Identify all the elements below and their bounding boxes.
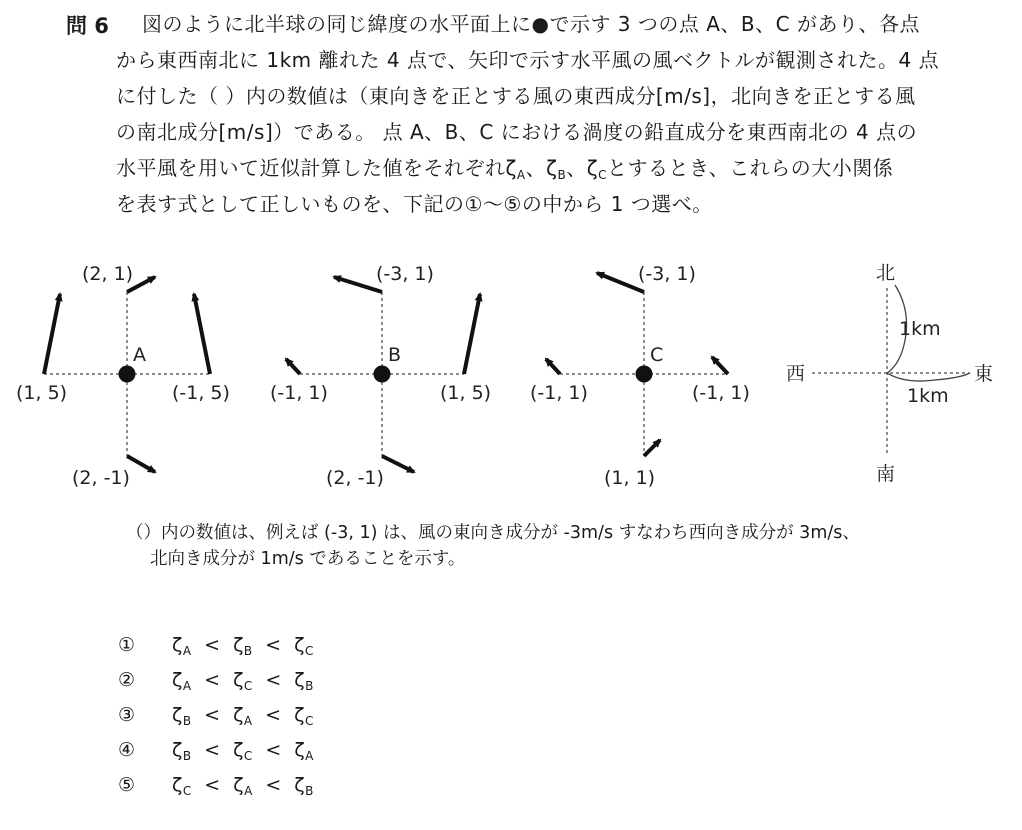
wind-arrow-c-north [597,273,644,292]
point-a-east-value: (-1, 5) [172,382,230,404]
zeta-symbol: ζ [233,739,244,761]
option-relation [172,774,314,796]
point-c-west-value: (-1, 1) [530,382,588,404]
compass-ew-distance: 1km [907,385,949,407]
zeta-subscript: C [304,644,314,658]
option-relation [172,669,314,691]
point-b-east-value: (1, 5) [440,382,492,404]
wind-arrow-c-east [712,357,728,374]
zeta-separator-1: 、 [525,156,547,180]
zeta-symbol: ζ [172,774,183,796]
zeta-subscript: C [243,679,253,693]
point-c-group [530,263,750,489]
point-c-south-value: (1, 1) [604,467,656,489]
wind-arrow-b-east [464,294,480,374]
zeta-a-subscript: A [516,168,526,182]
zeta-c-subscript: C [598,168,608,182]
zeta-symbol: ζ [233,704,244,726]
compass-east-label: 東 [974,363,994,385]
option-relation [172,739,314,761]
compass-west-label: 西 [786,363,806,385]
less-than-operator: < [258,669,289,691]
zeta-a: ζ [505,156,517,180]
zeta-symbol: ζ [172,634,183,656]
option-number: ② [118,669,136,691]
zeta-subscript: B [243,644,253,658]
less-than-operator: < [197,739,228,761]
zeta-subscript: A [243,714,253,728]
zeta-symbol: ζ [294,774,306,796]
option-relation [172,634,314,656]
question-line-6: を表す式として正しいものを、下記の①〜⑤の中から 1 つ選べ。 [116,192,713,216]
question-line-5-tail: とするとき、これらの大小関係 [607,156,894,180]
option-number: ④ [118,739,136,761]
point-a-group [16,263,230,489]
less-than-operator: < [197,669,228,691]
compass-ns-distance: 1km [899,318,941,340]
point-b-group [270,263,491,489]
option-2[interactable] [118,662,314,698]
question-number: 問 6 [66,14,109,38]
option-4[interactable] [118,732,314,768]
point-c-east-value: (-1, 1) [692,382,750,404]
less-than-operator: < [258,704,289,726]
zeta-subscript: A [305,749,314,763]
zeta-subscript: B [305,679,314,693]
zeta-symbol: ζ [233,774,245,796]
wind-arrow-b-north [334,277,382,292]
zeta-subscript: A [182,644,192,658]
option-5[interactable] [118,767,314,803]
note-line-1: （）内の数値は、例えば (-3, 1) は、風の東向き成分が -3m/s すなわち西向き成分が 3m/s、 [126,523,860,543]
less-than-operator: < [197,704,228,726]
zeta-subscript: B [182,749,192,763]
point-b-west-value: (-1, 1) [270,382,328,404]
zeta-subscript: B [305,784,314,798]
question-line-2: から東西南北に 1km 離れた 4 点で、矢印で示す水平風の風ベクトルが観測された。4 点 [116,48,940,72]
option-3[interactable] [118,697,314,733]
zeta-subscript: B [182,714,192,728]
wind-arrow-b-west [286,359,300,374]
zeta-symbol: ζ [294,704,305,726]
point-c-north-value: (-3, 1) [638,263,696,285]
question-line-5-text: 水平風を用いて近似計算した値をそれぞれ [116,156,506,180]
zeta-subscript: C [182,784,192,798]
point-b-south-value: (2, -1) [326,467,384,489]
question-line-1: 図のように北半球の同じ緯度の水平面上に●で示す 3 つの点 A、B、C があり、各点 [142,12,920,36]
wind-arrow-c-south [644,440,660,456]
option-1[interactable] [118,627,314,663]
wind-arrow-a-west [44,294,60,374]
wind-arrow-b-south [382,456,414,472]
point-a-west-value: (1, 5) [16,382,68,404]
option-number: ③ [118,704,136,726]
less-than-operator: < [258,634,289,656]
compass-south-label: 南 [876,463,896,485]
zeta-subscript: A [244,784,253,798]
wind-arrow-a-south [127,456,155,472]
zeta-symbol: ζ [172,669,183,691]
question-line-3: に付した（ ）内の数値は（東向きを正とする風の東西成分[m/s]，北向きを正とする風 [116,84,916,108]
zeta-subscript: A [182,679,192,693]
zeta-symbol: ζ [294,669,306,691]
zeta-subscript: C [304,714,314,728]
point-c-dot [636,366,653,383]
zeta-symbol: ζ [233,634,244,656]
point-c-label: C [650,344,664,366]
wind-arrow-c-west [546,359,560,374]
zeta-b: ζ [546,156,558,180]
point-a-dot [119,366,136,383]
less-than-operator: < [258,739,289,761]
point-b-dot [374,366,391,383]
zeta-subscript: C [243,749,253,763]
wind-arrow-a-east [194,294,210,374]
option-number: ⑤ [118,774,136,796]
zeta-symbol: ζ [294,634,305,656]
zeta-symbol: ζ [294,739,306,761]
point-a-south-value: (2, -1) [72,467,130,489]
point-a-north-value: (2, 1) [82,263,134,285]
point-b-north-value: (-3, 1) [376,263,434,285]
less-than-operator: < [258,774,289,796]
note-line-2: 北向き成分が 1m/s であることを示す。 [150,549,466,569]
compass-north-label: 北 [876,262,896,284]
zeta-c: ζ [586,156,599,180]
point-a-label: A [133,344,146,366]
less-than-operator: < [197,634,228,656]
zeta-symbol: ζ [172,704,183,726]
zeta-symbol: ζ [233,669,244,691]
compass-ew-distance-brace [887,373,970,381]
question-line-4: の南北成分[m/s]）である。 点 A、B、C における渦度の鉛直成分を東西南北の 4 点の [116,120,918,144]
less-than-operator: < [197,774,228,796]
point-b-label: B [388,344,402,366]
option-number: ① [118,634,136,656]
zeta-symbol: ζ [172,739,183,761]
compass-legend [786,262,993,485]
zeta-b-subscript: B [557,168,567,182]
zeta-separator-2: 、 [566,156,587,180]
option-relation [172,704,314,726]
